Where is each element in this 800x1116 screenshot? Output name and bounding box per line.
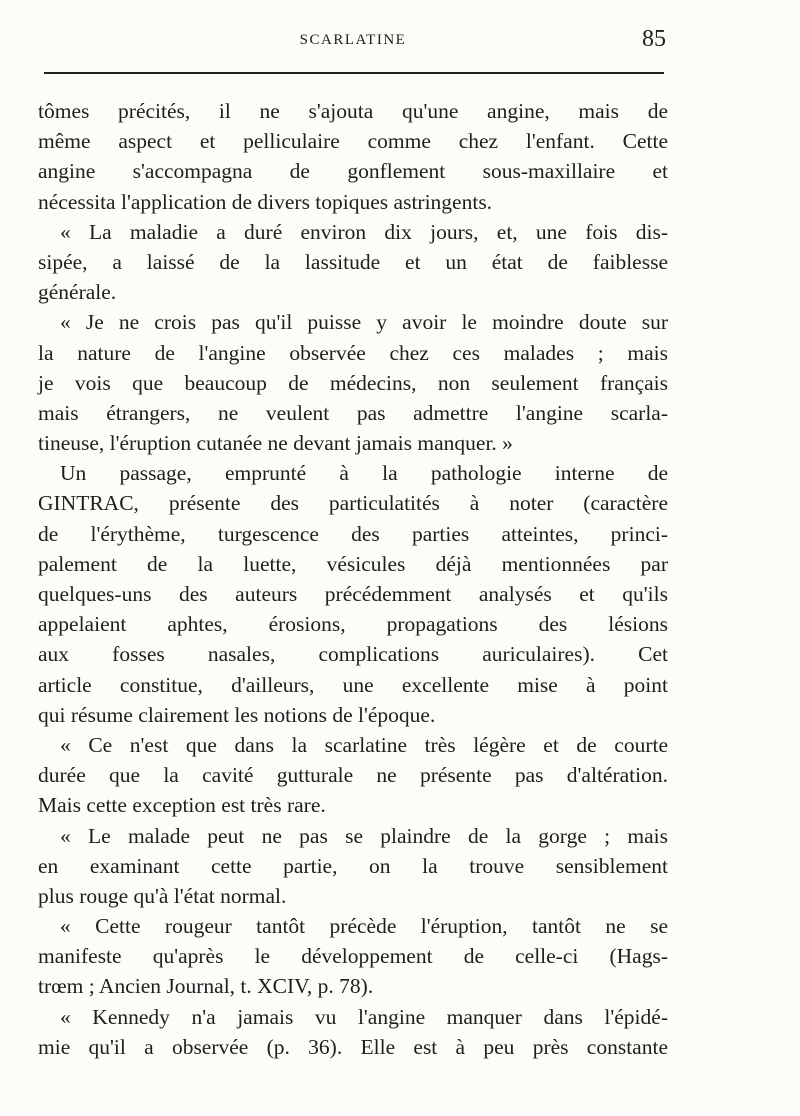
text-line: durée que la cavité gutturale ne présente pas d'altération. — [38, 763, 668, 788]
text-line: tineuse, l'éruption cutanée ne devant jamais manquer. » — [38, 431, 513, 456]
text-line: « Kennedy n'a jamais vu l'angine manquer dans l'épidé- — [60, 1004, 668, 1029]
text-line: trœm ; Ancien Journal, t. XCIV, p. 78). — [38, 974, 374, 999]
text-line: de l'érythème, turgescence des parties atteintes, princi- — [38, 521, 668, 546]
text-line: « La maladie a duré environ dix jours, et, une fois dis- — [60, 219, 668, 244]
text-line: générale. — [38, 280, 117, 305]
text-line: appelaient aphtes, érosions, propagations des lésions — [38, 612, 668, 637]
text-line: tômes précités, il ne s'ajouta qu'une angine, mais de — [38, 99, 668, 123]
text-line: plus rouge qu'à l'état normal. — [38, 883, 287, 908]
text-line: la nature de l'angine observée chez ces malades ; mais — [38, 340, 668, 365]
text-line: Mais cette exception est très rare. — [38, 793, 326, 818]
text-line: « Le malade peut ne pas se plaindre de la gorge ; mais — [60, 823, 668, 848]
text-line: même aspect et pelliculaire comme chez l'enfant. Cette — [38, 129, 668, 154]
text-line: nécessita l'application de divers topiques astringents. — [38, 189, 493, 214]
running-title: SCARLATINE — [299, 32, 407, 48]
text-line: « Je ne crois pas qu'il puisse y avoir le moindre doute sur — [60, 310, 668, 335]
text-line: mais étrangers, ne veulent pas admettre l'angine scarla- — [38, 400, 668, 425]
text-line: manifeste qu'après le développement de celle-ci (Hags- — [38, 944, 668, 969]
text-line: qui résume clairement les notions de l'époque. — [38, 702, 436, 727]
text-line: je vois que beaucoup de médecins, non seulement français — [38, 370, 668, 395]
text-line: « Cette rougeur tantôt précède l'éruption, tantôt ne se — [60, 914, 668, 939]
text-line: en examinant cette partie, on la trouve sensiblement — [38, 853, 668, 878]
body-text — [38, 96, 668, 1062]
text-line: sipée, a laissé de la lassitude et un état de faiblesse — [38, 249, 668, 274]
text-line: mie qu'il a observée (p. 36). Elle est à peu près constante — [38, 1034, 668, 1059]
page-header — [40, 26, 666, 62]
text-line: aux fosses nasales, complications auriculaires). Cet — [38, 642, 668, 667]
text-line: quelques-uns des auteurs précédemment analysés et qu'ils — [38, 582, 668, 606]
text-line: palement de la luette, vésicules déjà mentionnées par — [38, 551, 668, 576]
text-line: article constitue, d'ailleurs, une excellente mise à point — [38, 672, 668, 697]
header-rule — [44, 72, 664, 74]
text-line: « Ce n'est que dans la scarlatine très légère et de courte — [60, 732, 668, 757]
page-number: 85 — [642, 26, 666, 52]
text-line: Un passage, emprunté à la pathologie interne de — [60, 461, 668, 486]
text-line: GINTRAC, présente des particulatités à noter (caractère — [38, 491, 668, 516]
text-line: angine s'accompagna de gonflement sous-maxillaire et — [38, 159, 668, 184]
